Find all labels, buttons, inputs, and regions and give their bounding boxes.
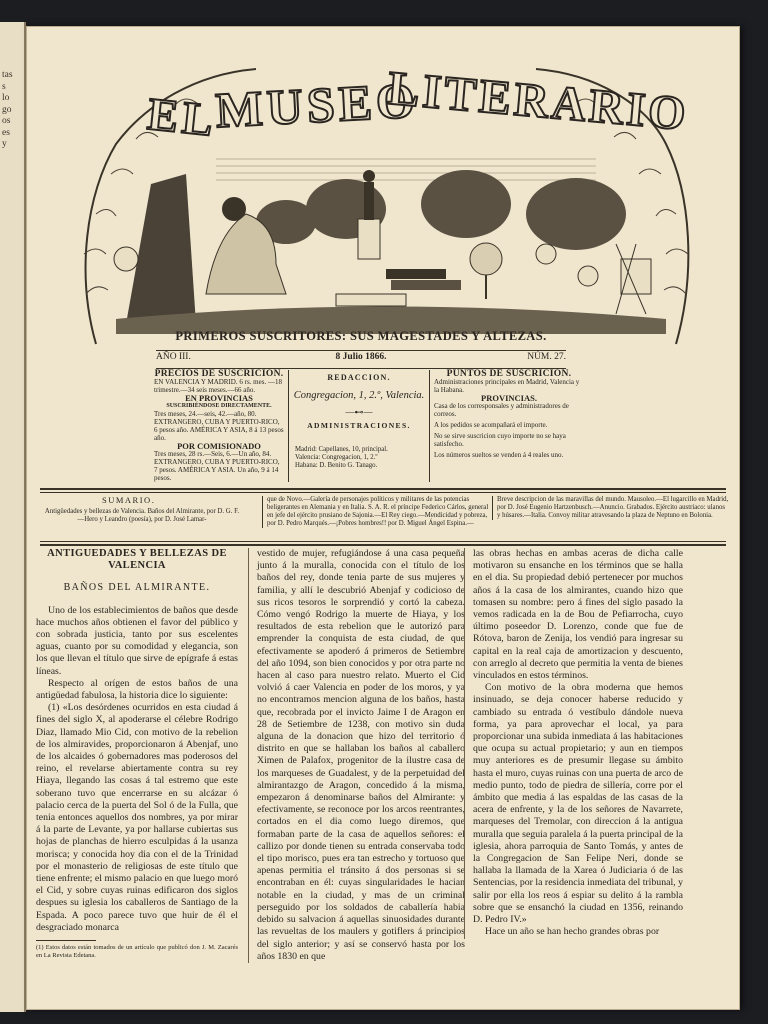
subscription-info	[154, 370, 584, 482]
svg-text:LITERARIO: LITERARIO	[385, 61, 691, 141]
summary-col-1: Antigüedades y bellezas de Valencia. Baños del Almirante, por D. G. F.—Hero y Leandro (poesía), por D. José Lamar-	[44, 508, 240, 523]
puntos-box	[434, 370, 584, 482]
provincias-note: SUSCRIBIÉNDOSE DIRECTAMENTE.	[166, 403, 272, 409]
puntos-prov-title: PROVINCIAS.	[481, 393, 537, 403]
prices-box	[154, 370, 284, 482]
paragraph: Con motivo de la obra moderna que hemos insinuado, se deja conocer haberse reducido y cambiado su entrada ó vestíbulo dándole nueva forma, ya para aprovechar el local, ya para proporcionar una subida inmediata á las habitaciones que ocupa su actual propietario; y aun en tiempos muy anteriores es de presumir llegase su ámbito hasta el muro, cuyas ruinas con una puerta de arco de medio punto, todo de piedra de sillería, corre por el ámbito que media á las espaldas de las casas de la acera de enfrente, y la de los señores de Navarrete, marqueses del Tremolar, con direccion á la antigua muralla que seguia paralela á la puerta principal de la iglesia, ahora parroquia de Santo Tomás, y antes de la Congregacion de San Felipe Neri, donde se hallaba la llamada de la Xarea ó Judiciaria ó de las Sentencias, por la residencia inmediata del tribunal, y salir por ella los reos á espiar su delito á la rambla sobre que se ensanchó la ciudad en 1356, reinando D. Pedro IV.»	[473, 682, 683, 926]
admin-lines	[289, 446, 429, 470]
newspaper-page	[26, 26, 740, 1010]
article-subtitle: BAÑOS DEL ALMIRANTE.	[63, 582, 211, 594]
admin-habana: Habana: D. Benito G. Tanago.	[295, 462, 378, 469]
issue-date: 8 Julio 1866.	[335, 352, 387, 362]
prices-valencia: EN VALENCIA Y MADRID. 6 rs. mes. —18 trimestre.—34 seis meses.—66 año.	[154, 378, 282, 394]
article-title: ANTIGUEDADES Y BELLEZAS DE VALENCIA	[47, 548, 227, 572]
divider	[40, 492, 726, 493]
puntos-text4: No se sirve suscricion cuyo importe no se haya satisfecho.	[434, 432, 566, 448]
puntos-text3: A los pedidos se acompañará el importe.	[434, 421, 548, 429]
redaccion-address: Congregacion, 1, 2.º, Valencia.	[293, 390, 425, 401]
footnote-rule	[36, 940, 96, 941]
article-column-1	[36, 548, 238, 960]
comisionado-title: POR COMISIONADO	[177, 441, 261, 451]
summary-section	[42, 495, 729, 540]
puntos-text5: Los números sueltos se venden á 4 reales uno.	[434, 451, 564, 459]
masthead	[56, 44, 716, 354]
paragraph: Uno de los establecimientos de baños que desde hace muchos años obtienen el favor del público y con sobrada justicia, tanto por sus escelentes aguas, cuanto por su comodidad y elegancia, son los que llevan el título que sirve de epígrafe á estas líneas.	[36, 604, 238, 677]
issue-meta	[156, 352, 566, 368]
issue-number: NÚM. 27.	[527, 352, 566, 362]
comisionado-text: Tres meses, 28 rs.—Seis, 6.—Un año, 84. EXTRANGERO, CUBA Y PUERTO-RICO, 7 pesos. AMÉRICA Y ASIA. Un año, 9 á 14 pesos.	[154, 450, 280, 482]
paragraph: vestido de mujer, refugiándose á una casa pequeña junto á la muralla, conocida con el título de los baños del rey, donde tenia parte de sus mujeres y familia, y allí le descubrió Abenjaf y codicioso de sus ricos tesoros le sorprendió y cortó la cabeza. Cómo vengó Rodrigo la muerte de Hiaya, y los resultados de esta rebelion que le autorizó para emprender la conquista de esta ciudad, de que efectivamente se apoderó á primeros de Setiembre del año 1094, son bien conocidos y por otra parte no hacen al caso para nuestro relato. Muerto el Cid volvió á caer Valencia en poder de los moros, y ya no encontramos mencion alguna de los baños, hasta que, recobrada por el invicto Jaime I de Aragon en 28 de Setiembre de 1238, con motivo sin duda alguna de la donacion que hizo del territorio ó distrito en que se hallaban los baños al caballero Ximen de Palafox, progenitor de la ilustre casa de los marqueses de Guadalest, y de la perpetuidad del almirantazgo de Aragon, concedido á la misma, empezaron á denominarse baños del Almirante: y efectivamente, se reconoce por los arcos reentrantes, cortados en el dia como luego diremos, que formaban parte de la casa de aquellos señores: el callizo por donde tienen su entrada conservaba todo el tipo morisco, pues era tan estrecho y tortuoso que apenas permitia el tránsito á dos personas si se encontraban en él: cuyas singularidades le hacian notable en la ciudad, y mas de un criminal perseguido por los soldados de caballería habia debido su salvacion á aquellas sinuosidades durante las revueltas de los maulers y gotiflers á principios del siglo anterior; y así se conservó hasta por los años 1830 en que	[257, 548, 465, 962]
masthead-title	[136, 61, 691, 154]
svg-text:EL: EL	[145, 87, 220, 146]
puntos-text2: Casa de los corresponsales y administradores de correos.	[434, 402, 569, 418]
year-label: AÑO III.	[156, 352, 191, 362]
admin-title: ADMINISTRACIONES.	[307, 421, 411, 430]
divider	[40, 488, 726, 490]
admin-valencia: Valencia: Congregacion, 1, 2.º	[295, 454, 378, 461]
paragraph: Hace un año se han hecho grandes obras por	[485, 926, 660, 938]
article-column-3	[464, 548, 683, 939]
svg-text:MUSEO: MUSEO	[214, 71, 421, 139]
summary-title: SUMARIO.	[102, 495, 156, 505]
paragraph: Respecto al orígen de estos baños de una antigüedad fabulosa, la historia dice lo siguiente:	[36, 677, 238, 702]
paragraph: (1) «Los desórdenes ocurridos en esta ciudad á fines del siglo X, al apoderarse el célebre Rodrigo Diaz, llamado Mio Cid, con motivo de la rebelion de los almiravides, proporcionaron á Abenjaf, uno de los alcaides ó gobernadores mas poderosos del reino, el revelarse abiertamente contra su rey Hiaya, llegando las cosas á tal estremo que este soberano tuvo que encerrarse en su alcázar ó palacio cerca de la puerta del Sol ó de la Fulla, que tenia entonces aquellos dos nombres, ya por mirar á la parte de Levante, ya por hallarse cubiertas sus hojas de planchas de hierro esculpidas á la usanza morisca; y conocida hoy dia con el de la Trinidad por el monasterio de religiosas de este título que tiene enfrente; el mismo palacio en que luego moró el Cid, y sobre cuyas ruinas edificaron dos siglos despues su iglesia los caballeros de Santiago de la Espada. A poco parece tuvo que huir de él el desgraciado monarca	[36, 702, 238, 933]
article-column-2	[248, 548, 465, 963]
provincias-title: EN PROVINCIAS	[185, 393, 253, 403]
ornament: —⊷—	[345, 407, 373, 417]
footnote: (1) Estos datos están tomados de un artículo que publicó don J. M. Zacarés en La Revista Edetana.	[36, 944, 238, 960]
previous-page-edge	[0, 22, 26, 1012]
divider	[40, 541, 726, 542]
subscribers-line: PRIMEROS SUSCRITORES: SUS MAGESTADES Y ALTEZAS.	[175, 329, 547, 343]
divider	[156, 350, 566, 351]
puntos-title: PUNTOS DE SUSCRICION.	[446, 369, 572, 379]
puntos-text1: Administraciones principales en Madrid, Valencia y la Habana.	[434, 378, 580, 394]
prices-title: PRECIOS DE SUSCRICION.	[154, 369, 284, 379]
redaccion-box	[288, 370, 430, 482]
admin-madrid: Madrid: Capellanes, 10, principal.	[295, 446, 388, 453]
summary-col-3: Breve descripcion de las maravillas del mundo. Mausoleo.—El lugarcillo en Madrid, por D. José Eugenio Hartzenbusch.—Anuncio. Grabados. Ejército austriaco: ulanos y húsares.—Italia. Convoy militar atravesando la plaza de Neptuno en Bolonia.	[492, 496, 729, 520]
redaccion-title: REDACCION.	[327, 373, 391, 382]
provincias-text: Tres meses, 24.—seis, 42.—año, 80. EXTRANGERO, CUBA Y PUERTO-RICO, 6 pesos año. AMÉRICA Y ASIA, 8 á 13 pesos año.	[154, 410, 284, 442]
paragraph: las obras hechas en ambas aceras de dicha calle motivaron su ensanche en los términos que se halla en el dia. Su propiedad debió pertenecer por muchos años á la casa de los almirantes, cuando hizo que tomasen su nombre: pero á fines del siglo pasado la vemos radicada en la de Bou de Pefiarrocha, cuyo último poseedor D. Lorenzo, conde que fue de Rótova, baron de Zenija, los vendió para ingresar su capital en la real caja de amortizacion y descuento, con arreglo al decreto que permitia la venta de bienes vinculados en estos términos.	[473, 548, 683, 682]
divider	[40, 544, 726, 546]
summary-col-2: que de Novo.—Galería de personajes políticos y militares de las potencias beligerantes en Alemania y en Italia. S. A. R. el príncipe Federico Cárlos, general en jefe del ejército prusiano de Sajonia.—El Rey ciego.—Mendicidad y pobreza, por D. Pedro Marqués.—¡Pobres hombres!! por D. Miguel Ángel Espina.—	[262, 496, 489, 528]
previous-page-text-fragment: tas s lo go os es y	[2, 70, 13, 149]
